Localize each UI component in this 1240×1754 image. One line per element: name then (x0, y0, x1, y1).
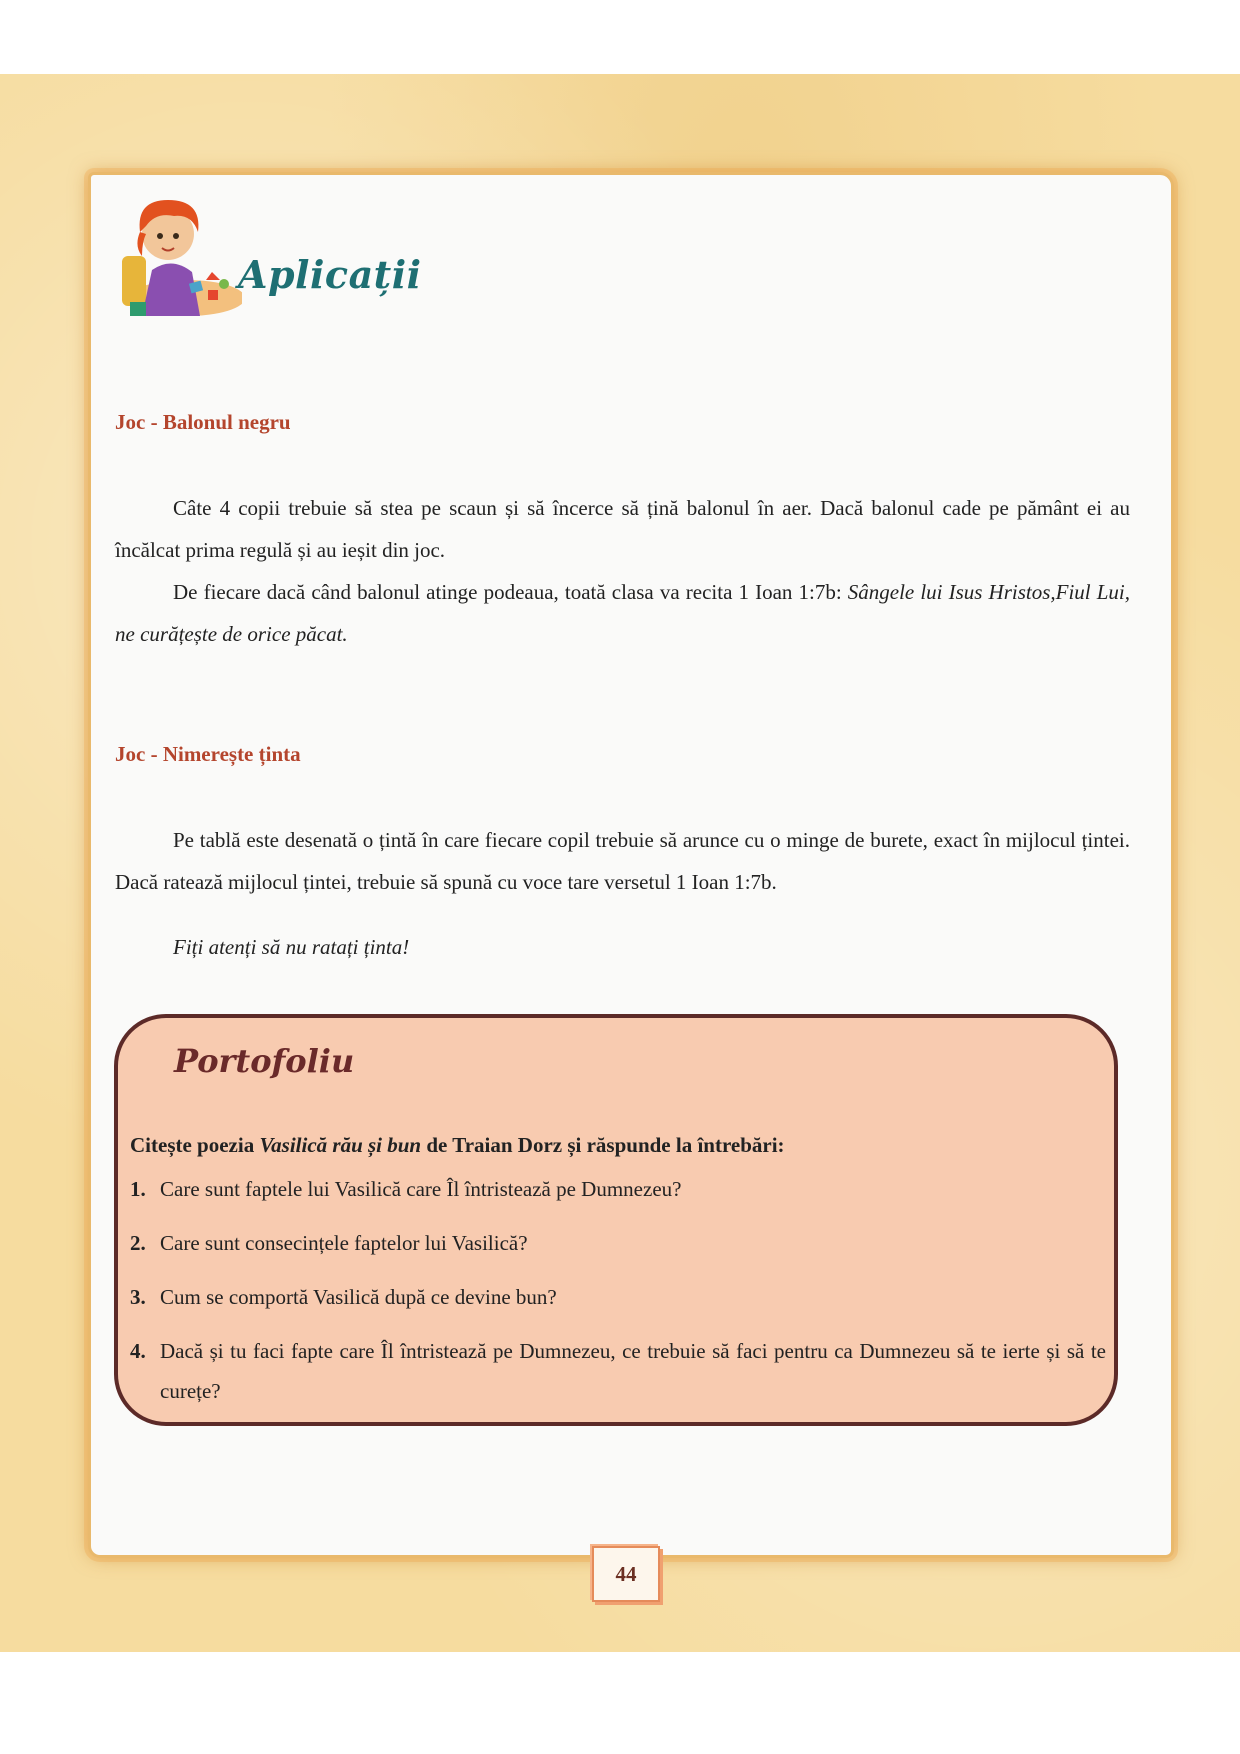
question-text: Care sunt consecințele faptelor lui Vasilică? (160, 1231, 528, 1255)
portfolio-intro (130, 1133, 785, 1158)
question-text: Cum se comportă Vasilică după ce devine bun? (160, 1285, 557, 1309)
question-number: 1. (130, 1177, 146, 1201)
game1-paragraph-1: Câte 4 copii trebuie să stea pe scaun și să încerce să țină balonul în aer. Dacă balonul cade pe pământ ei au încălcat prima regulă și au ieșit din joc. (115, 496, 1130, 562)
game1-instruction-text: De fiecare dacă când balonul atinge podeaua, toată clasa va recita 1 Ioan 1:7b: (173, 580, 848, 604)
game2-note (115, 926, 1130, 968)
page-number-box (592, 1546, 660, 1602)
question-list (130, 1169, 1106, 1425)
portfolio-intro-prefix: Citește poezia (130, 1133, 260, 1157)
question-text: Care sunt faptele lui Vasilică care Îl întristează pe Dumnezeu? (160, 1177, 682, 1201)
game-heading-nimereste-tinta: Joc - Nimerește ținta (115, 742, 301, 766)
question-item (130, 1169, 1106, 1209)
question-number: 4. (130, 1339, 146, 1363)
section-title: Aplicații (238, 252, 422, 297)
portfolio-box (114, 1014, 1118, 1426)
question-number: 2. (130, 1231, 146, 1255)
poem-title: Vasilică rău și bun (259, 1133, 422, 1157)
portfolio-intro-suffix: de Traian Dorz și răspunde la întrebări: (421, 1133, 785, 1157)
question-item (130, 1331, 1106, 1411)
question-item (130, 1277, 1106, 1317)
portfolio-title: Portofoliu (174, 1042, 355, 1080)
game1-paragraph-2 (115, 571, 1130, 655)
bible-verse-quote: Sângele lui Isus Hristos,Fiul Lui, ne curățește de orice păcat. (115, 580, 1130, 646)
game-heading-balonul-negru: Joc - Balonul negru (115, 410, 291, 434)
child-doing-crafts-icon (112, 186, 242, 326)
game2-paragraph-1: Pe tablă este desenată o țintă în care fiecare copil trebuie să arunce cu o minge de burete, exact în mijlocul țintei. Dacă ratează mijlocul țintei, trebuie să spună cu voce tare versetul 1 Ioan 1:7b. (115, 828, 1130, 894)
question-number: 3. (130, 1285, 146, 1309)
game2-note-text: Fiți atenți să nu ratați ținta! (173, 935, 410, 959)
question-item (130, 1223, 1106, 1263)
question-text: Dacă și tu faci fapte care Îl întristează pe Dumnezeu, ce trebuie să faci pentru ca Dumnezeu să te ierte și să te curețe? (160, 1339, 1106, 1403)
page-number: 44 (615, 1561, 637, 1586)
